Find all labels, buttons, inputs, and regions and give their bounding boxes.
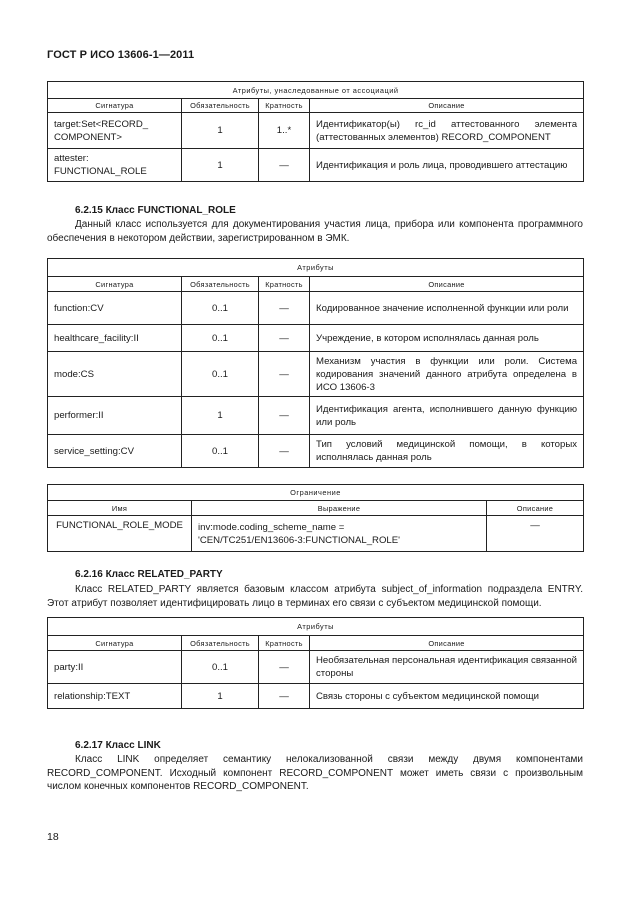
- column-header: Имя: [48, 501, 192, 516]
- column-header: Кратность: [259, 636, 310, 651]
- description-cell: Необязательная персональная идентификация связанной стороны: [310, 651, 584, 684]
- multiplicity-cell: —: [259, 651, 310, 684]
- multiplicity-cell: —: [259, 397, 310, 435]
- table-row: [48, 325, 584, 352]
- table-row: [48, 352, 584, 397]
- column-header: Кратность: [259, 277, 310, 292]
- column-header: Описание: [487, 501, 584, 516]
- description-cell: Идентификация и роль лица, проводившего аттестацию: [310, 149, 584, 182]
- multiplicity-cell: 1..*: [259, 113, 310, 149]
- column-header: Описание: [310, 99, 584, 113]
- description-cell: Связь стороны с субъектом медицинской помощи: [310, 684, 584, 709]
- description-cell: Механизм участия в функции или роли. Система кодирования значений данного атрибута определена в ИСО 13606-3: [310, 352, 584, 397]
- column-header: Описание: [310, 636, 584, 651]
- table-row: [48, 651, 584, 684]
- section-heading-6-2-17: 6.2.17 Класс LINK: [75, 740, 161, 751]
- obligation-cell: 1: [182, 684, 259, 709]
- obligation-cell: 0..1: [182, 651, 259, 684]
- description-cell: Идентификация агента, исполнившего данную функцию или роль: [310, 397, 584, 435]
- obligation-cell: 1: [182, 149, 259, 182]
- table-caption: Атрибуты: [48, 259, 584, 277]
- table-row: [48, 397, 584, 435]
- multiplicity-cell: —: [259, 435, 310, 468]
- obligation-cell: 1: [182, 113, 259, 149]
- signature-cell: party:II: [48, 651, 182, 684]
- table-row: [48, 684, 584, 709]
- table-row: [48, 516, 584, 552]
- column-header: Сигнатура: [48, 277, 182, 292]
- expression-line: inv:mode.coding_scheme_name =: [198, 521, 345, 533]
- column-header: Выражение: [192, 501, 487, 516]
- column-header: Обязательность: [182, 99, 259, 113]
- document-header-title: ГОСТ Р ИСО 13606-1—2011: [47, 49, 195, 61]
- section-paragraph-6-2-17: Класс LINK определяет семантику нелокализованной связи между двумя компонентами RECORD_COMPONENT. Исходный компонент RECORD_COMPONENT может иметь связи с произвольным числом конечных компонентов RECORD_COMPONENT.: [47, 754, 583, 792]
- functional-role-attributes-table: [47, 258, 584, 468]
- description-cell: Кодированное значение исполненной функции или роли: [310, 292, 584, 325]
- table-caption: Атрибуты: [48, 618, 584, 636]
- constraint-description-cell: —: [487, 516, 584, 552]
- constraint-table: [47, 484, 584, 552]
- signature-cell: healthcare_facility:II: [48, 325, 182, 352]
- section-heading-6-2-15: 6.2.15 Класс FUNCTIONAL_ROLE: [75, 205, 236, 216]
- table-row: [48, 292, 584, 325]
- section-paragraph-6-2-15: Данный класс используется для документирования участия лица, прибора или компонента программного обеспечения в некотором действии, зарегистрированном в ЭМК.: [47, 219, 583, 244]
- table-caption: Ограничение: [48, 485, 584, 501]
- description-cell: Тип условий медицинской помощи, в которых исполнялась данная роль: [310, 435, 584, 468]
- multiplicity-cell: —: [259, 292, 310, 325]
- column-header: Кратность: [259, 99, 310, 113]
- multiplicity-cell: —: [259, 684, 310, 709]
- signature-cell: mode:CS: [48, 352, 182, 397]
- obligation-cell: 0..1: [182, 292, 259, 325]
- expression-line: 'CEN/TC251/EN13606-3:FUNCTIONAL_ROLE': [198, 534, 401, 546]
- table-row: [48, 113, 584, 149]
- column-header: Обязательность: [182, 277, 259, 292]
- signature-cell: attester: FUNCTIONAL_ROLE: [48, 149, 182, 182]
- section-paragraph-6-2-16: Класс RELATED_PARTY является базовым классом атрибута subject_of_information подраздела ENTRY. Этот атрибут позволяет идентифицировать лицо в терминах его связи с субъектом медицинской помощи.: [47, 584, 583, 609]
- column-header: Обязательность: [182, 636, 259, 651]
- table-caption: Атрибуты, унаследованные от ассоциаций: [48, 82, 584, 99]
- signature-cell: relationship:TEXT: [48, 684, 182, 709]
- expression-cell: [192, 516, 487, 552]
- column-header: Описание: [310, 277, 584, 292]
- description-cell: Учреждение, в котором исполнялась данная роль: [310, 325, 584, 352]
- multiplicity-cell: —: [259, 325, 310, 352]
- obligation-cell: 1: [182, 397, 259, 435]
- inherited-attributes-table: [47, 81, 584, 182]
- page-number: 18: [47, 831, 59, 843]
- table-row: [48, 435, 584, 468]
- multiplicity-cell: —: [259, 149, 310, 182]
- signature-cell: service_setting:CV: [48, 435, 182, 468]
- multiplicity-cell: —: [259, 352, 310, 397]
- signature-cell: performer:II: [48, 397, 182, 435]
- related-party-attributes-table: [47, 617, 584, 709]
- obligation-cell: 0..1: [182, 435, 259, 468]
- signature-cell: target:Set<RECORD_ COMPONENT>: [48, 113, 182, 149]
- signature-cell: function:CV: [48, 292, 182, 325]
- description-cell: Идентификатор(ы) rc_id аттестованного элемента (аттестованных элементов) RECORD_COMPONENT: [310, 113, 584, 149]
- constraint-name-cell: FUNCTIONAL_ROLE_MODE: [48, 516, 192, 552]
- section-heading-6-2-16: 6.2.16 Класс RELATED_PARTY: [75, 569, 223, 580]
- obligation-cell: 0..1: [182, 352, 259, 397]
- column-header: Сигнатура: [48, 99, 182, 113]
- column-header: Сигнатура: [48, 636, 182, 651]
- obligation-cell: 0..1: [182, 325, 259, 352]
- table-row: [48, 149, 584, 182]
